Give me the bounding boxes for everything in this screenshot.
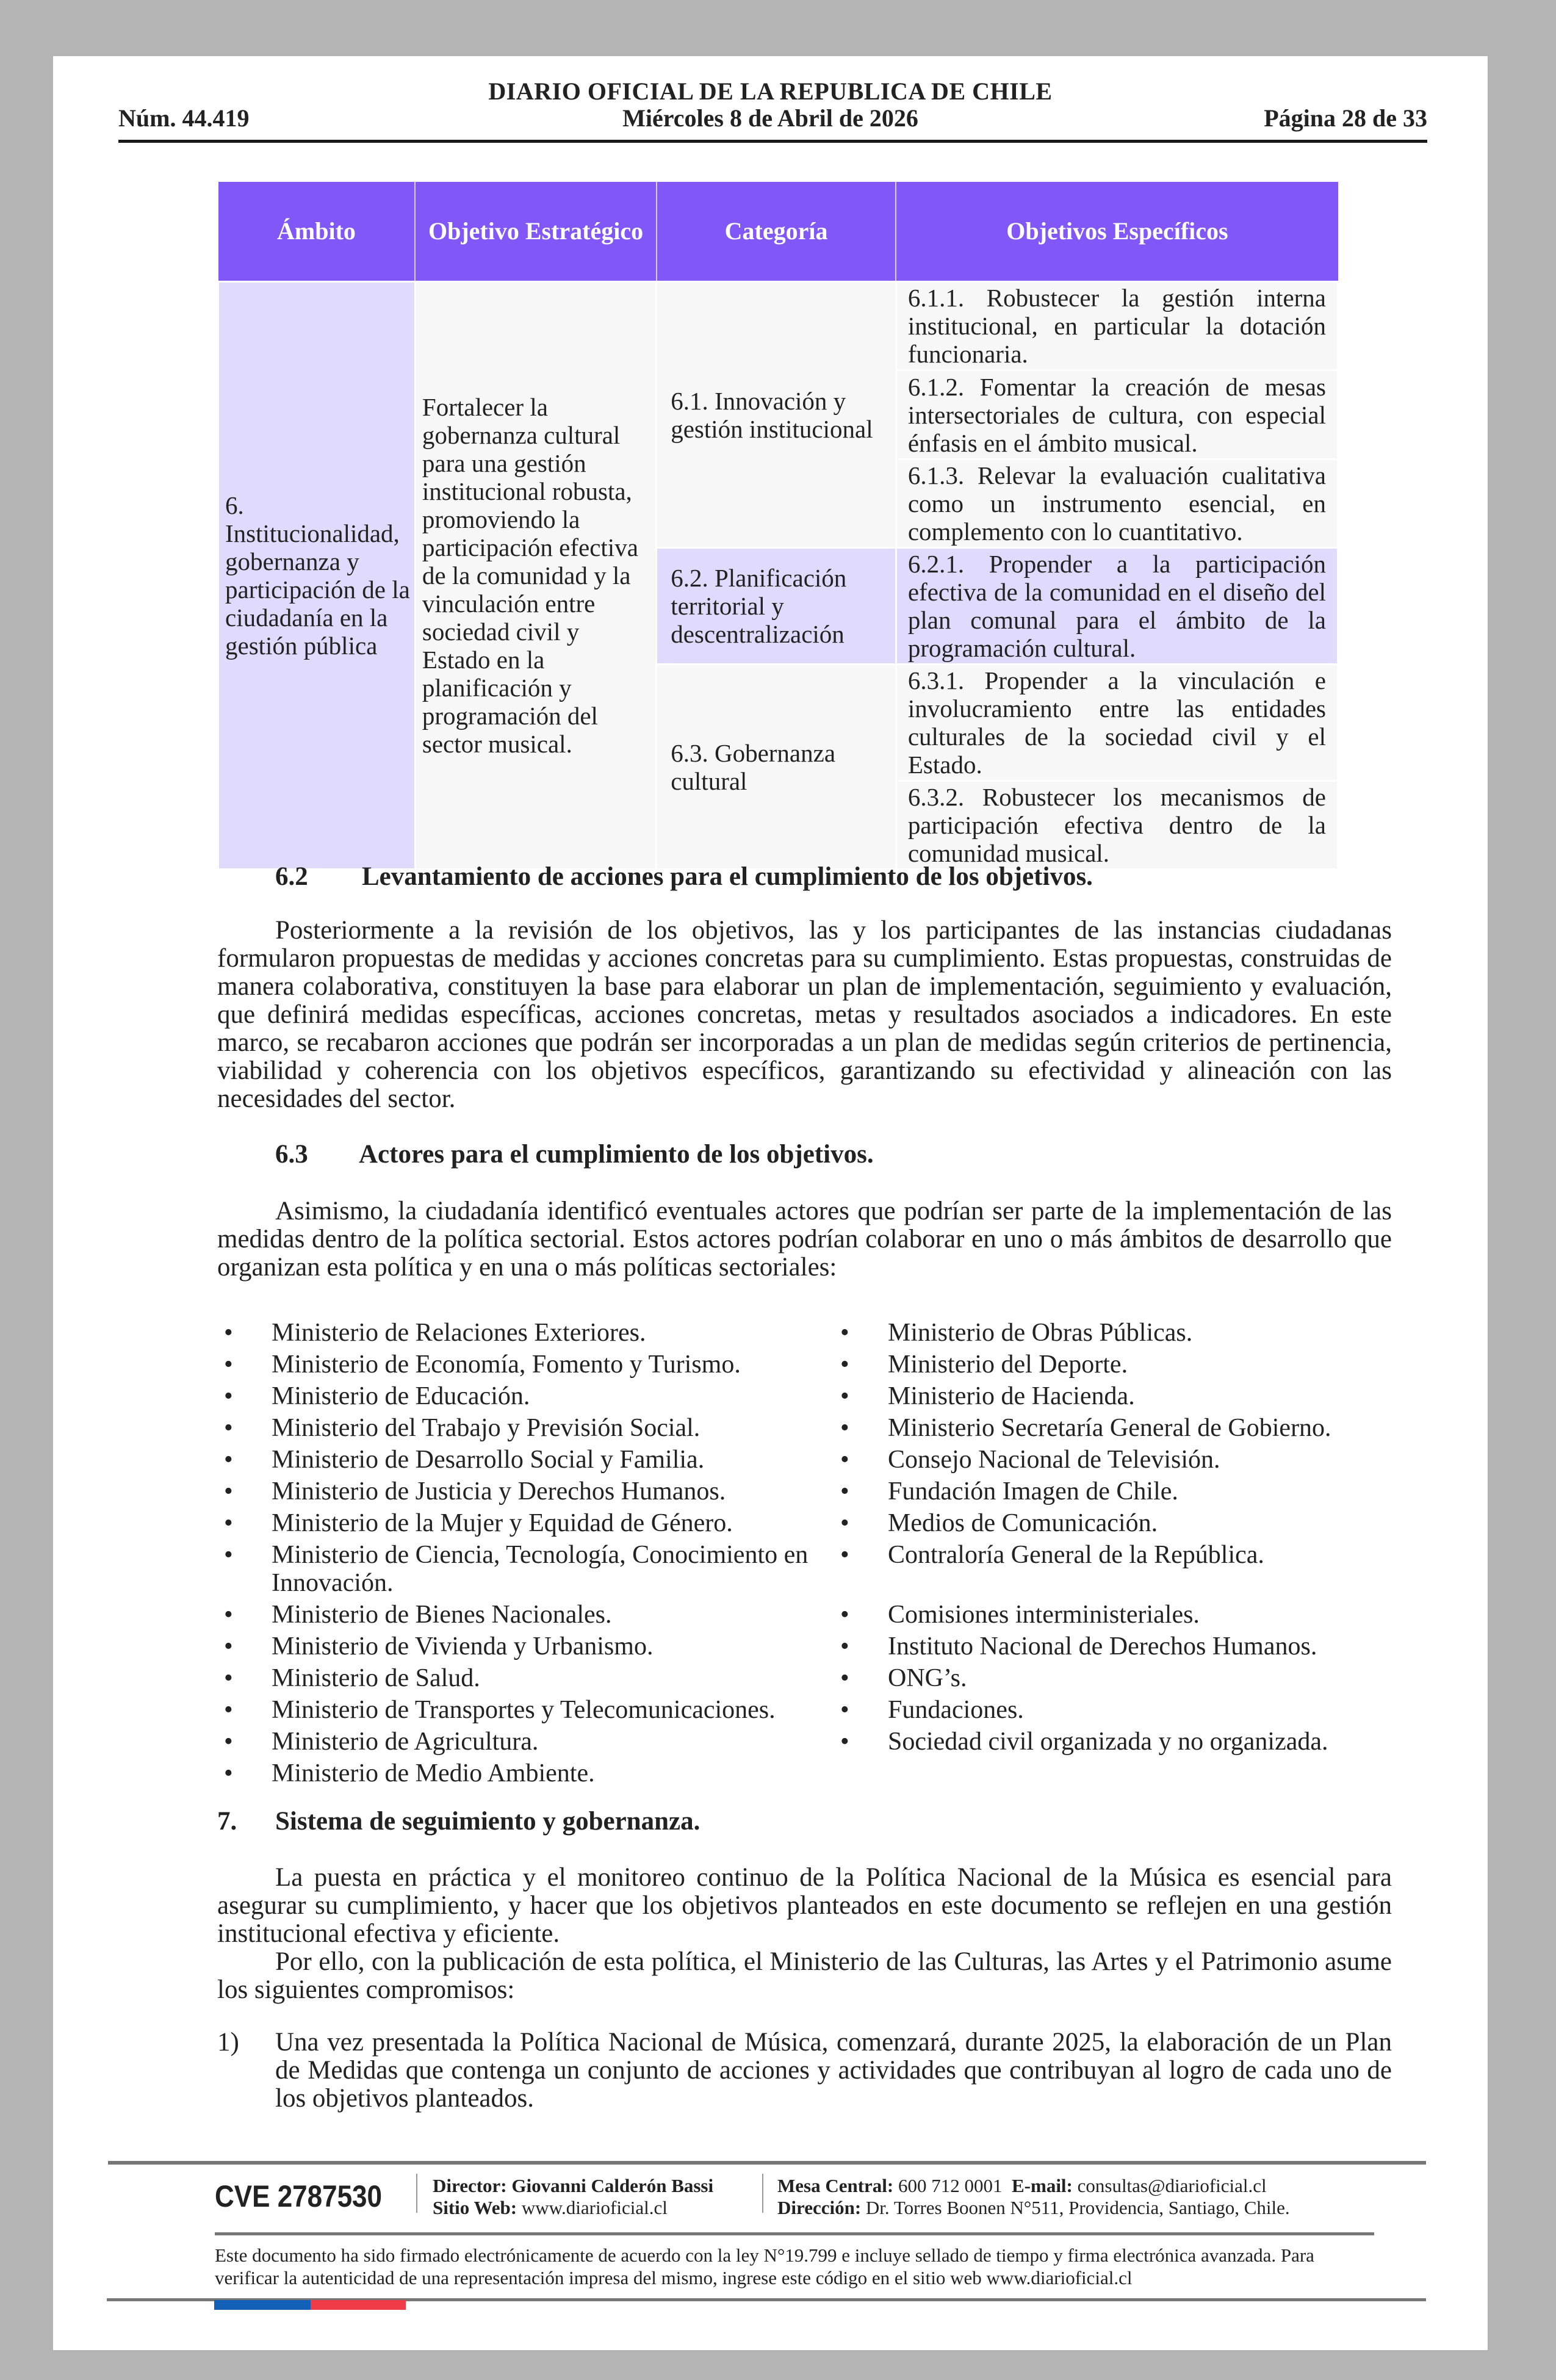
ambito-cell: 6. Institucionalidad, gobernanza y participación de la ciudadanía en la gestión pública — [218, 282, 416, 870]
page-number: Página 28 de 33 — [1264, 104, 1427, 132]
actors-row — [224, 1476, 1392, 1507]
bullet-icon: • — [224, 1477, 233, 1506]
actors-row — [224, 1412, 1392, 1444]
bullet-icon: • — [224, 1632, 233, 1661]
bullet-icon: • — [840, 1728, 849, 1756]
bullet-icon: • — [840, 1664, 849, 1692]
section-7-heading — [217, 1808, 1392, 1836]
actor-name: Ministerio del Deporte. — [888, 1350, 1128, 1379]
actors-row — [224, 1662, 1392, 1694]
especifico-cell: 6.2.1. Propender a la participación efectiva de la comunidad en el diseño del plan comunal para el ámbito de la programación cultural. — [896, 548, 1338, 665]
bullet-icon: • — [840, 1446, 849, 1474]
col-header-especificos: Objetivos Específicos — [896, 182, 1338, 282]
section-6-2-heading — [217, 863, 1392, 891]
bullet-icon: • — [840, 1601, 849, 1629]
actor-name: Fundación Imagen de Chile. — [888, 1477, 1178, 1506]
director-label: Director: — [433, 2175, 507, 2196]
actor-name: Ministerio del Trabajo y Previsión Social. — [272, 1414, 701, 1442]
footer-rule — [215, 2232, 1374, 2235]
commitment-item — [217, 2028, 1392, 2113]
web-link[interactable]: www.diarioficial.cl — [521, 2197, 668, 2218]
col-header-categoria: Categoría — [657, 182, 896, 282]
bullet-icon: • — [840, 1541, 849, 1569]
list-item — [224, 1319, 840, 1347]
list-item — [224, 1541, 840, 1597]
mesa-label: Mesa Central: — [777, 2175, 894, 2196]
bullet-icon: • — [840, 1382, 849, 1410]
list-item — [224, 1632, 840, 1661]
objectives-table — [217, 182, 1339, 870]
actors-row — [224, 1317, 1392, 1349]
bullet-icon: • — [840, 1696, 849, 1724]
actor-name: Ministerio de Desarrollo Social y Familia. — [272, 1446, 705, 1474]
section-7-paragraph-2: Por ello, con la publicación de esta política, el Ministerio de las Culturas, las Artes y el Patrimonio asume los siguientes compromisos: — [217, 1947, 1392, 2004]
email-link[interactable]: consultas@diarioficial.cl — [1077, 2175, 1267, 2196]
header-rule — [118, 140, 1427, 143]
list-item — [840, 1601, 1389, 1629]
footer-rule — [108, 2161, 1426, 2165]
cve-code: CVE 2787530 — [215, 2179, 382, 2213]
email-label: E-mail: — [1012, 2175, 1073, 2196]
actor-name: Ministerio de Vivienda y Urbanismo. — [272, 1632, 654, 1661]
web-label: Sitio Web: — [433, 2197, 517, 2218]
list-item — [840, 1541, 1389, 1597]
bullet-icon: • — [224, 1509, 233, 1537]
actor-name: Ministerio de Economía, Fomento y Turismo. — [272, 1350, 741, 1379]
bullet-icon: • — [224, 1728, 233, 1756]
actor-name: Comisiones interministeriales. — [888, 1601, 1200, 1629]
newspaper-title: DIARIO OFICIAL DE LA REPUBLICA DE CHILE — [488, 78, 1053, 105]
categoria-cell: 6.3. Gobernanza cultural — [657, 665, 896, 870]
footer-divider — [762, 2174, 763, 2213]
bullet-icon: • — [840, 1632, 849, 1661]
especifico-cell: 6.1.3. Relevar la evaluación cualitativa como un instrumento esencial, en complemento con lo cuantitativo. — [896, 460, 1338, 548]
actor-name: Instituto Nacional de Derechos Humanos. — [888, 1632, 1317, 1661]
bullet-icon: • — [224, 1319, 233, 1347]
bullet-icon: • — [224, 1541, 233, 1569]
actors-row — [224, 1349, 1392, 1380]
flag-stripe-red — [311, 2300, 406, 2310]
bullet-icon: • — [224, 1696, 233, 1724]
list-item — [224, 1601, 840, 1629]
actor-name: Ministerio de Agricultura. — [272, 1728, 539, 1756]
section-6-3-title: Actores para el cumplimiento de los objetivos. — [359, 1140, 874, 1169]
bullet-icon: • — [224, 1446, 233, 1474]
actors-row — [224, 1444, 1392, 1476]
actors-row — [224, 1599, 1392, 1631]
list-item — [840, 1509, 1389, 1537]
section-6-2-number: 6.2 — [275, 862, 308, 891]
list-item — [840, 1319, 1389, 1347]
bullet-icon: • — [840, 1414, 849, 1442]
actor-name: Contraloría General de la República. — [888, 1541, 1264, 1569]
section-6-2-paragraph: Posteriormente a la revisión de los objetivos, las y los participantes de las instancias ciudadanas formularon propuestas de medidas y acciones concretas para su cumplimiento. Estas propuestas, construidas de manera colaborativa, constituyen la base para elaborar un plan de implementación, seguimiento y evaluación, que definirá medidas específicas, acciones concretas, metas y resultados asociados a indicadores. En este marco, se recabaron acciones que podrán ser incorporadas a un plan de medidas según criterios de pertinencia, viabilidad y coherencia con los objetivos específicos, garantizando su efectividad y alineación con las necesidades del sector. — [217, 916, 1392, 1113]
flag-stripe-blue — [214, 2300, 311, 2310]
col-header-objetivo: Objetivo Estratégico — [415, 182, 656, 282]
commitment-number: 1) — [217, 2028, 239, 2057]
director-name: Giovanni Calderón Bassi — [511, 2175, 714, 2196]
actors-row — [224, 1380, 1392, 1412]
list-item — [840, 1696, 1389, 1724]
actor-name: Ministerio de Obras Públicas. — [888, 1319, 1193, 1347]
bullet-icon: • — [224, 1382, 233, 1410]
list-item — [224, 1509, 840, 1537]
actors-row — [224, 1539, 1392, 1599]
especifico-cell: 6.3.2. Robustecer los mecanismos de participación efectiva dentro de la comunidad musical. — [896, 781, 1338, 870]
section-6-3-heading — [217, 1141, 1392, 1169]
actor-name: Ministerio de Relaciones Exteriores. — [272, 1319, 646, 1347]
actor-name: Consejo Nacional de Televisión. — [888, 1446, 1220, 1474]
actor-name: Fundaciones. — [888, 1696, 1024, 1724]
actor-name: Sociedad civil organizada y no organizada. — [888, 1728, 1328, 1756]
especifico-cell: 6.1.2. Fomentar la creación de mesas intersectoriales de cultura, con especial énfasis en el ámbito musical. — [896, 370, 1338, 460]
section-7-number: 7. — [217, 1807, 237, 1836]
actor-name: ONG’s. — [888, 1664, 967, 1692]
categoria-cell: 6.2. Planificación territorial y descentralización — [657, 548, 896, 665]
actor-name: Ministerio de Bienes Nacionales. — [272, 1601, 612, 1629]
body-text — [217, 863, 1392, 2113]
actors-row — [224, 1694, 1392, 1726]
footer-divider — [416, 2174, 417, 2213]
footer-contact — [777, 2175, 1290, 2219]
list-item — [840, 1350, 1389, 1379]
actor-name: Ministerio de Hacienda. — [888, 1382, 1135, 1410]
list-item — [224, 1728, 840, 1756]
section-6-2-title: Levantamiento de acciones para el cumplimiento de los objetivos. — [362, 862, 1093, 891]
categoria-cell: 6.1. Innovación y gestión institucional — [657, 282, 896, 548]
col-header-ambito: Ámbito — [218, 182, 416, 282]
list-item — [224, 1696, 840, 1724]
actors-row — [224, 1631, 1392, 1662]
actors-list — [224, 1317, 1392, 1789]
actor-name: Ministerio de Justicia y Derechos Humanos. — [272, 1477, 726, 1506]
list-item — [224, 1414, 840, 1442]
footer-director — [433, 2175, 713, 2219]
list-item — [224, 1382, 840, 1410]
list-item — [224, 1477, 840, 1506]
commitment-text: Una vez presentada la Política Nacional de Música, comenzará, durante 2025, la elaboración de un Plan de Medidas que contenga un conjunto de acciones y actividades que contribuyan al logro de cada uno de los objetivos planteados. — [275, 2028, 1392, 2113]
signature-disclaimer: Este documento ha sido firmado electrónicamente de acuerdo con la ley N°19.799 e incluye sellado de tiempo y firma electrónica avanzada. Para verificar la autenticidad de una representación impresa del mismo, ingrese este código en el sitio web www.diarioficial.cl — [215, 2245, 1314, 2288]
bullet-icon: • — [224, 1414, 233, 1442]
actors-row — [224, 1507, 1392, 1539]
actor-name: Ministerio Secretaría General de Gobierno. — [888, 1414, 1331, 1442]
bullet-icon: • — [840, 1477, 849, 1506]
list-item — [840, 1382, 1389, 1410]
bullet-icon: • — [224, 1601, 233, 1629]
issue-date: Miércoles 8 de Abril de 2026 — [622, 104, 918, 132]
actors-row — [224, 1758, 1392, 1789]
bullet-icon: • — [840, 1319, 849, 1347]
list-item — [224, 1664, 840, 1692]
actor-name: Ministerio de la Mujer y Equidad de Género. — [272, 1509, 733, 1537]
list-item — [840, 1728, 1389, 1756]
especifico-cell: 6.1.1. Robustecer la gestión interna institucional, en particular la dotación funcionaria. — [896, 282, 1338, 370]
bullet-icon: • — [224, 1759, 233, 1787]
actor-name: Ministerio de Transportes y Telecomunicaciones. — [272, 1696, 776, 1724]
actor-name: Medios de Comunicación. — [888, 1509, 1158, 1537]
issue-number: Núm. 44.419 — [118, 104, 250, 132]
actors-row — [224, 1726, 1392, 1758]
bullet-icon: • — [840, 1350, 849, 1379]
especifico-cell: 6.3.1. Propender a la vinculación e involucramiento entre las entidades culturales de la sociedad civil y el Estado. — [896, 665, 1338, 781]
actor-name: Ministerio de Salud. — [272, 1664, 480, 1692]
actor-name: Ministerio de Ciencia, Tecnología, Conocimiento en Innovación. — [272, 1541, 809, 1597]
section-6-3-paragraph: Asimismo, la ciudadanía identificó eventuales actores que podrían ser parte de la implementación de las medidas dentro de la política sectorial. Estos actores podrían colaborar en uno o más ámbitos de desarrollo que organizan esta política y en una o más políticas sectoriales: — [217, 1197, 1392, 1282]
list-item — [840, 1446, 1389, 1474]
bullet-icon: • — [224, 1350, 233, 1379]
objetivo-cell: Fortalecer la gobernanza cultural para una gestión institucional robusta, promoviendo la participación efectiva de la comunidad y la vinculación entre sociedad civil y Estado en la planificación y programación del sector musical. — [415, 282, 656, 870]
bullet-icon: • — [840, 1509, 849, 1537]
list-item — [840, 1477, 1389, 1506]
list-item — [840, 1632, 1389, 1661]
document-page — [53, 56, 1488, 2350]
list-item — [224, 1759, 840, 1787]
mesa-phone: 600 712 0001 — [898, 2175, 1003, 2196]
address: Dr. Torres Boonen N°511, Providencia, Santiago, Chile. — [865, 2197, 1290, 2218]
list-item — [224, 1350, 840, 1379]
list-item — [840, 1414, 1389, 1442]
bullet-icon: • — [224, 1664, 233, 1692]
list-item — [840, 1664, 1389, 1692]
section-7-title: Sistema de seguimiento y gobernanza. — [275, 1807, 701, 1836]
list-item — [224, 1446, 840, 1474]
address-label: Dirección: — [777, 2197, 862, 2218]
section-7-paragraph-1: La puesta en práctica y el monitoreo continuo de la Política Nacional de la Música es esencial para asegurar su cumplimiento, y hacer que los objetivos planteados en este documento se reflejen en una gestión institucional efectiva y eficiente. — [217, 1863, 1392, 1948]
section-6-3-number: 6.3 — [275, 1140, 308, 1169]
actor-name: Ministerio de Educación. — [272, 1382, 530, 1410]
actor-name: Ministerio de Medio Ambiente. — [272, 1759, 595, 1787]
